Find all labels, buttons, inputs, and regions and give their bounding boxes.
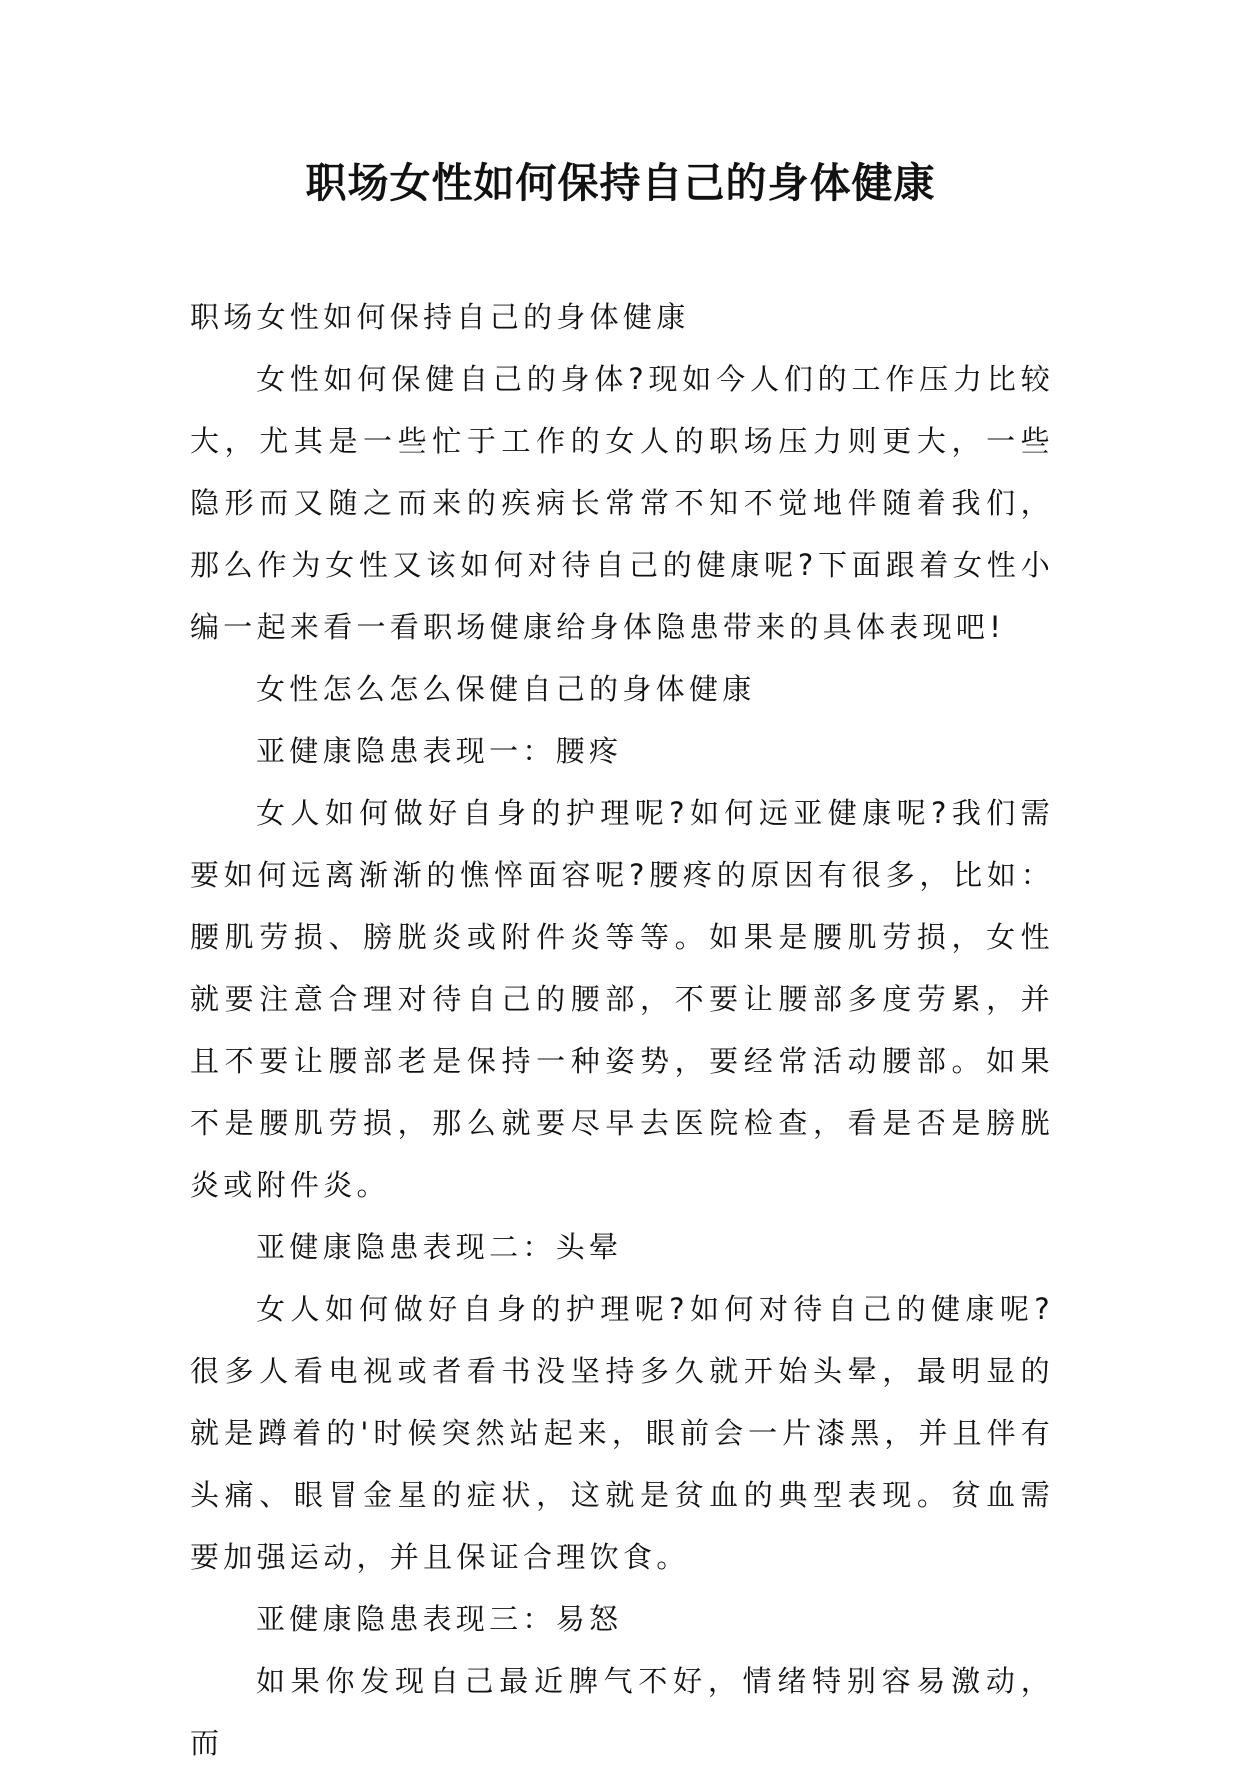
document-body [190,286,1054,1774]
paragraph-symptom-two-heading: 亚健康隐患表现二：头晕 [256,1230,623,1264]
paragraph-symptom-one-body: 女人如何做好自身的护理呢?如何远亚健康呢?我们需要如何远离渐渐的憔悴面容呢?腰疼的原因有很多，比如：腰肌劳损、膀胱炎或附件炎等等。如果是腰肌劳损，女性就要注意合理对待自己的腰部，不要让腰部多度劳累，并且不要让腰部老是保持一种姿势，要经常活动腰部。如果不是腰肌劳损，那么就要尽早去医院检查，看是否是膀胱炎或附件炎。 [190,796,1054,1202]
document-title: 职场女性如何保持自己的身体健康 [305,159,936,207]
paragraph-intro: 女性如何保健自己的身体?现如今人们的工作压力比较大，尤其是一些忙于工作的女人的职场压力则更大，一些隐形而又随之而来的疾病长常常不知不觉地伴随着我们，那么作为女性又该如何对待自己的健康呢?下面跟着女性小编一起来看一看职场健康给身体隐患带来的具体表现吧! [190,362,1054,644]
paragraph-symptom-three-heading: 亚健康隐患表现三：易怒 [256,1602,623,1636]
paragraph-symptom-three-body: 如果你发现自己最近脾气不好，情绪特别容易激动，而 [190,1664,1054,1760]
paragraph-section-heading: 女性怎么怎么保健自己的身体健康 [256,672,756,706]
paragraph-symptom-two-body: 女人如何做好自身的护理呢?如何对待自己的健康呢?很多人看电视或者看书没坚持多久就开始头晕，最明显的就是蹲着的'时候突然站起来，眼前会一片漆黑，并且伴有头痛、眼冒金星的症状，这就是贫血的典型表现。贫血需要加强运动，并且保证合理饮食。 [190,1292,1054,1574]
paragraph-symptom-one-heading: 亚健康隐患表现一：腰疼 [256,734,623,768]
paragraph-subtitle: 职场女性如何保持自己的身体健康 [190,300,690,334]
